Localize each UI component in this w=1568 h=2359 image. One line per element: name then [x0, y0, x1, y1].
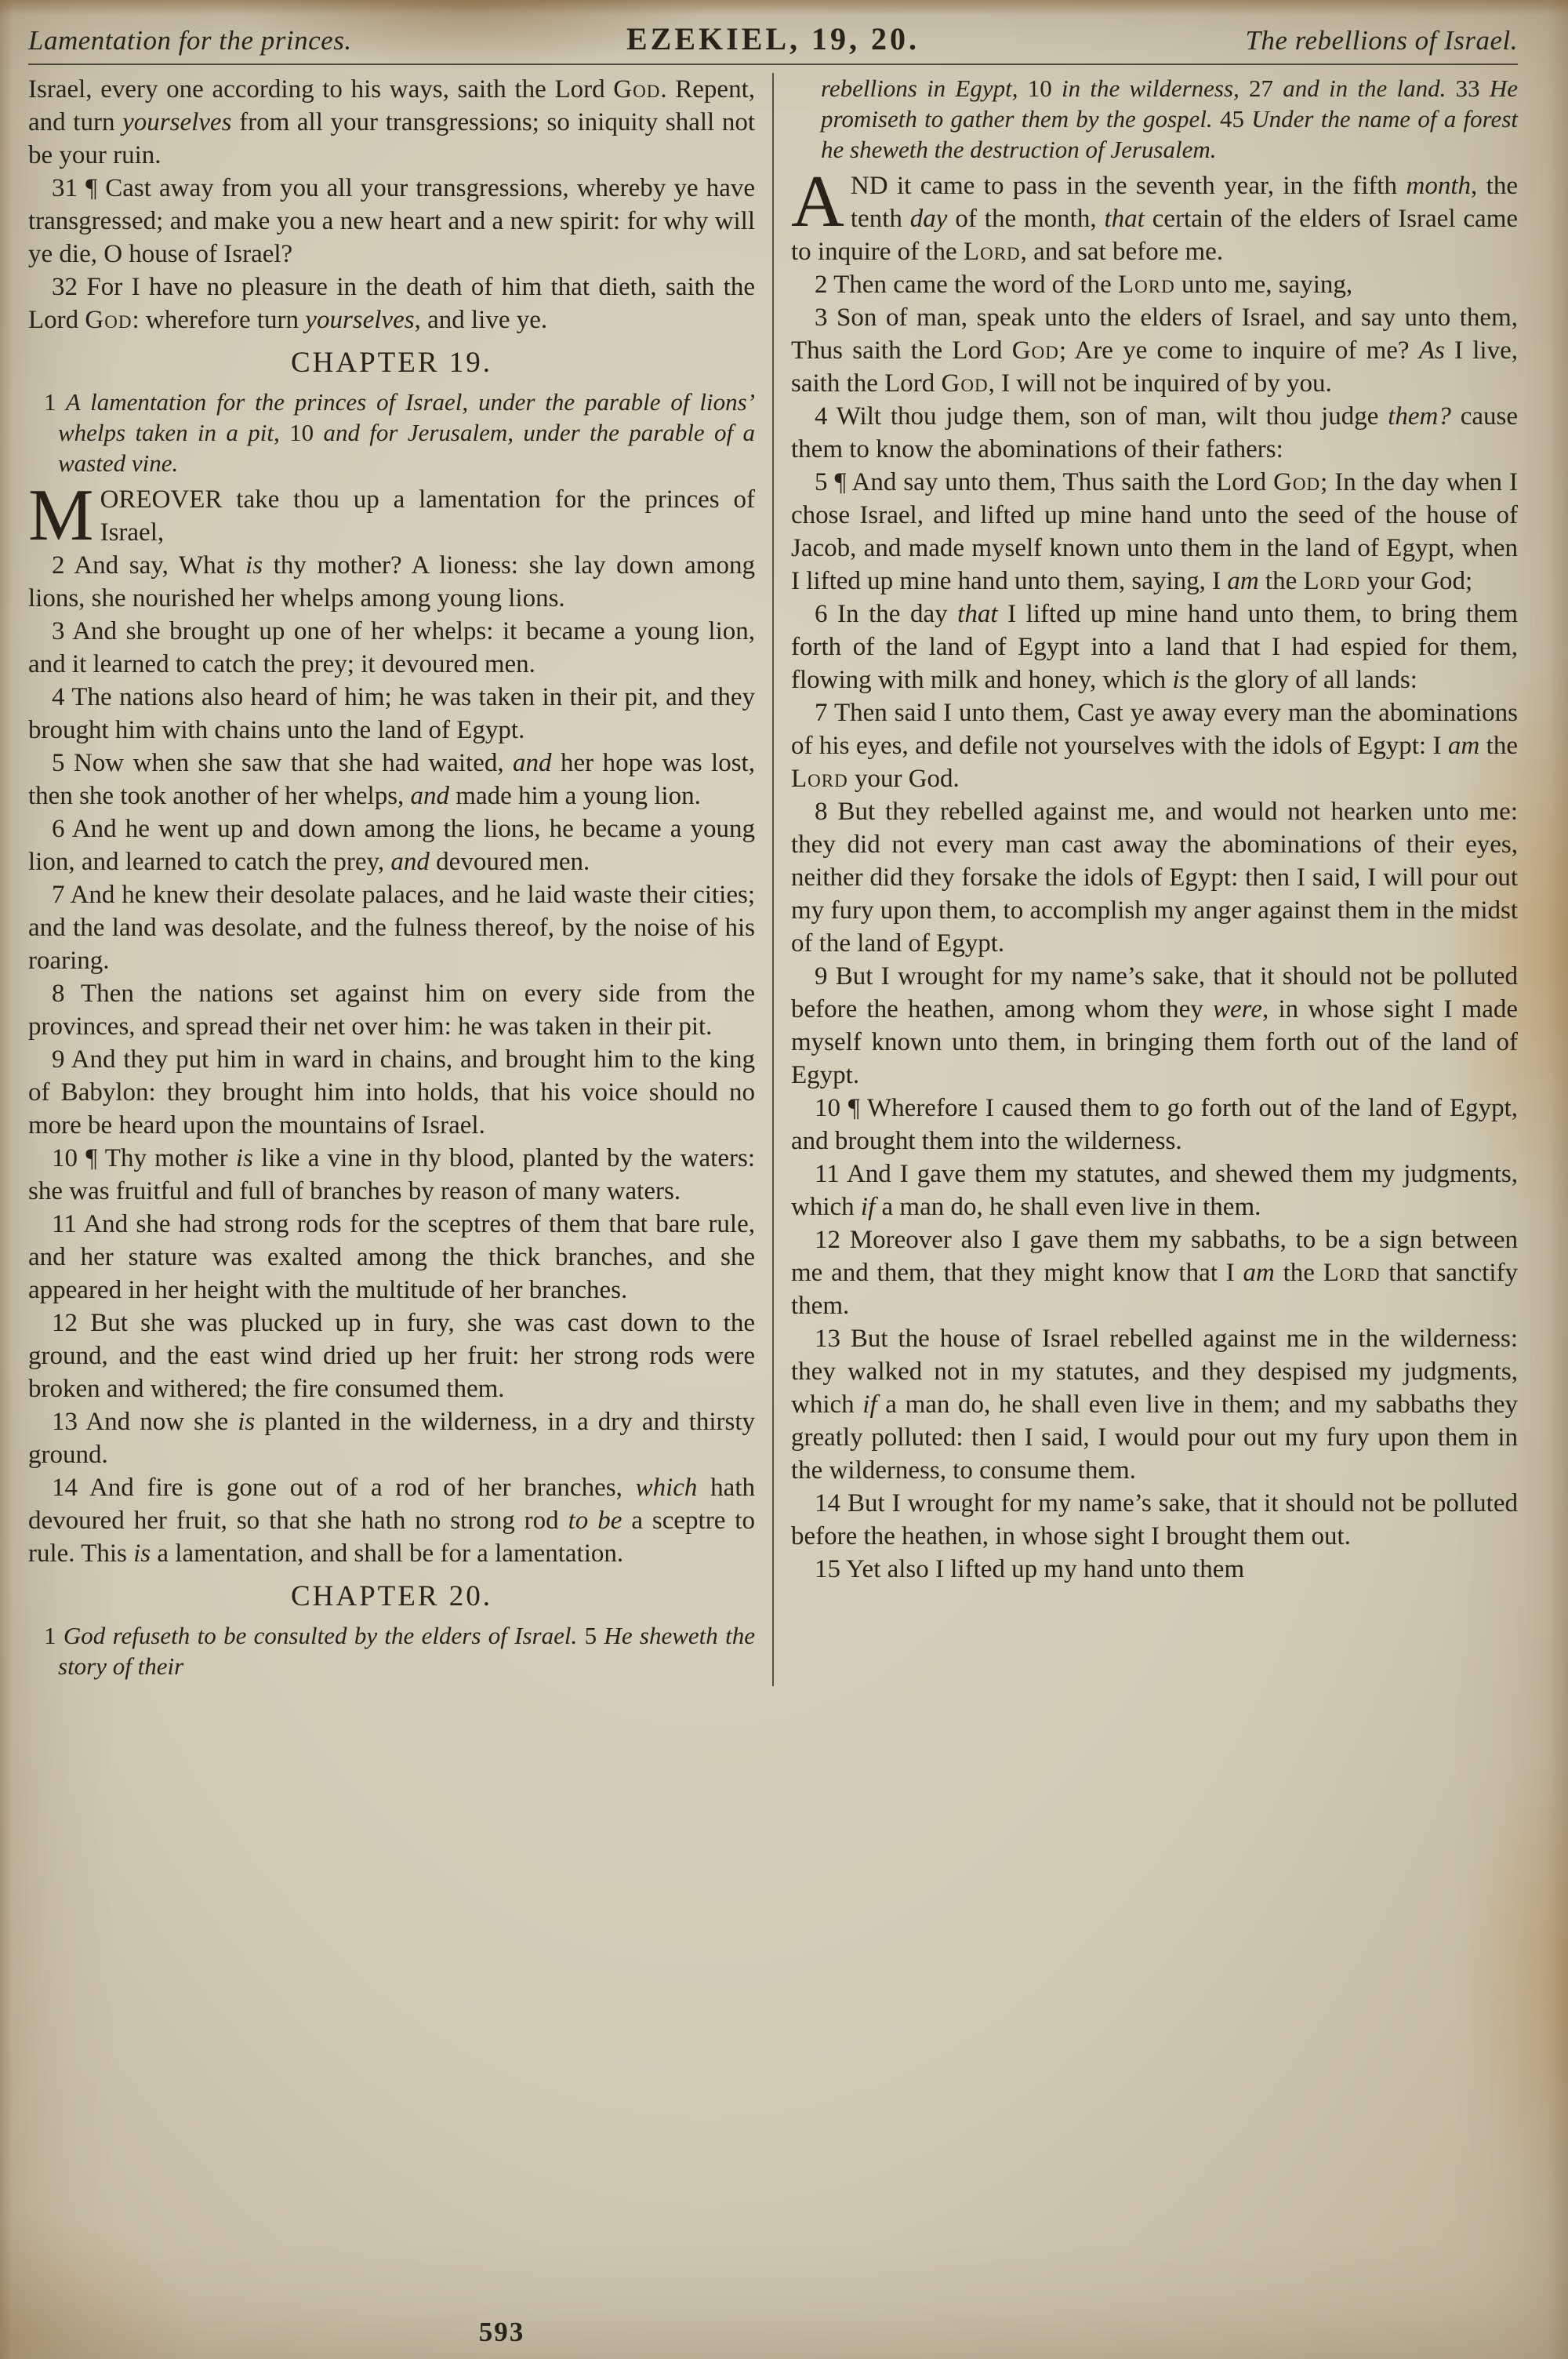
- italic-word: to be: [568, 1507, 622, 1535]
- verse-paragraph: 8 But they rebelled against me, and would not hearken unto me: they did not every man cast away the abominations of their eyes, neither did they forsake the idols of Egypt: then I said, I will pour out my fury upon them, to accomplish my anger against them in the midst of the land of Egypt.: [791, 798, 1518, 958]
- italic-word: and: [390, 848, 430, 876]
- running-header: [28, 20, 1518, 57]
- summary-verse-number: 33: [1455, 75, 1480, 102]
- italic-word: month: [1406, 172, 1471, 200]
- italic-word: is: [1172, 666, 1190, 694]
- divine-name: God: [85, 306, 132, 334]
- drop-cap-letter: A: [791, 161, 844, 242]
- italic-word: that: [957, 600, 998, 628]
- verse-paragraph: 3 Son of man, speak unto the elders of Israel, and say unto them, Thus saith the Lord God; Are ye come to inquire of me? As I live, saith the Lord God, I will not be inquired of by you.: [791, 304, 1518, 398]
- italic-word: if: [862, 1390, 877, 1419]
- verse-paragraph: 13 And now she is planted in the wilderness, in a dry and thirsty ground.: [28, 1408, 755, 1469]
- verse-paragraph: 4 The nations also heard of him; he was taken in their pit, and they brought him with chains unto the land of Egypt.: [28, 683, 755, 744]
- book-chapter-title: EZEKIEL, 19, 20.: [626, 21, 920, 56]
- chapter-heading: CHAPTER 20.: [290, 1580, 493, 1612]
- verse-paragraph: 2 Then came the word of the Lord unto me, saying,: [815, 271, 1353, 299]
- summary-verse-number: 10: [1027, 75, 1052, 102]
- italic-word: am: [1243, 1259, 1275, 1287]
- summary-verse-number: 5: [584, 1622, 597, 1649]
- chapter-heading: CHAPTER 19.: [290, 347, 493, 379]
- verse-paragraph: 10 ¶ Wherefore I caused them to go forth out of the land of Egypt, and brought them into the wilderness.: [791, 1094, 1518, 1155]
- italic-word: and: [513, 749, 552, 777]
- chapter-summary: 1 God refuseth to be consulted by the elders of Israel. 5 He sheweth the story of their: [44, 1622, 755, 1680]
- verse-paragraph: 3 And she brought up one of her whelps: it became a young lion, and it learned to catch the prey; it devoured men.: [28, 617, 755, 678]
- verse-paragraph-dropcap: AND it came to pass in the seventh year, in the fifth month, the tenth day of the month, that certain of the elders of Israel came to inquire of the Lord, and sat before me.: [791, 161, 1519, 266]
- divine-name: Lord: [1118, 271, 1175, 299]
- italic-word: if: [860, 1193, 876, 1221]
- chapter-summary-continued: rebellions in Egypt, 10 in the wilderness, 27 and in the land. 33 He promiseth to gather them by the gospel. 45 Under the name of a forest he sheweth the destruction of Jerusalem.: [821, 75, 1518, 163]
- divine-name: God: [613, 75, 661, 104]
- italic-word: yourselves: [122, 108, 232, 136]
- drop-cap-letter: M: [28, 474, 94, 556]
- chapter-summary: 1 A lamentation for the princes of Israel, under the parable of lions’ whelps taken in a pit, 10 and for Jerusalem, under the parable of a wasted vine.: [44, 388, 755, 477]
- italic-word: which: [635, 1474, 698, 1502]
- summary-verse-number: 10: [289, 419, 314, 446]
- italic-word: day: [909, 205, 948, 233]
- divine-name: Lord: [1323, 1259, 1381, 1287]
- verse-paragraph: 6 And he went up and down among the lions, he became a young lion, and learned to catch the prey, and devoured men.: [28, 815, 755, 876]
- divine-name: Lord: [791, 765, 848, 793]
- italic-word: am: [1227, 567, 1259, 595]
- italic-word: them?: [1388, 402, 1451, 431]
- verse-paragraph: 12 But she was plucked up in fury, she was cast down to the ground, and the east wind dried up her fruit: her strong rods were broken and withered; the fire consumed them.: [28, 1309, 755, 1403]
- verse-paragraph: 5 Now when she saw that she had waited, and her hope was lost, then she took another of her whelps, and made him a young lion.: [28, 749, 755, 810]
- verse-paragraph: 9 And they put him in ward in chains, and brought him to the king of Babylon: they brought him into holds, that his voice should no more be heard upon the mountains of Israel.: [28, 1045, 755, 1140]
- verse-paragraph: 9 But I wrought for my name’s sake, that it should not be polluted before the heathen, among whom they were, in whose sight I made myself known unto them, in bringing them forth out of the land of Egypt.: [791, 962, 1519, 1089]
- running-head-right: The rebellions of Israel.: [1245, 25, 1519, 56]
- verse-paragraph: 15 Yet also I lifted up my hand unto them: [815, 1555, 1245, 1583]
- summary-verse-number: 1: [44, 1622, 56, 1649]
- italic-word: is: [238, 1408, 256, 1436]
- verse-paragraph: 31 ¶ Cast away from you all your transgressions, whereby ye have transgressed; and make you a new heart and a new spirit: for why will ye die, O house of Israel?: [28, 174, 755, 268]
- verse-paragraph: 11 And I gave them my statutes, and shewed them my judgments, which if a man do, he shall even live in them.: [791, 1160, 1518, 1221]
- summary-verse-number: 1: [44, 388, 56, 416]
- text-columns: [28, 73, 1518, 1686]
- continued-paragraph: Israel, every one according to his ways, saith the Lord God. Repent, and turn yourselves from all your transgressions; so iniquity shall not be your ruin.: [28, 75, 756, 169]
- verse-paragraph: 32 For I have no pleasure in the death of him that dieth, saith the Lord God: wherefore turn yourselves, and live ye.: [28, 273, 755, 334]
- italic-word: is: [235, 1144, 253, 1172]
- verse-paragraph: 7 And he knew their desolate palaces, and he laid waste their cities; and the land was desolate, and the fulness thereof, by the noise of his roaring.: [28, 881, 755, 975]
- verse-paragraph-dropcap: MOREOVER take thou up a lamentation for the princes of Israel,: [28, 474, 755, 556]
- verse-paragraph: 4 Wilt thou judge them, son of man, wilt thou judge them? cause them to know the abominations of their fathers:: [791, 402, 1518, 463]
- column-divider: [772, 73, 774, 1686]
- italic-word: that: [1104, 205, 1145, 233]
- italic-word: As: [1418, 336, 1445, 365]
- summary-verse-number: 27: [1249, 75, 1274, 102]
- verse-paragraph: 7 Then said I unto them, Cast ye away every man the abominations of his eyes, and defile not yourselves with the idols of Egypt: I am the Lord your God.: [791, 699, 1518, 793]
- italic-word: were: [1213, 995, 1262, 1023]
- verse-paragraph: 14 And fire is gone out of a rod of her branches, which hath devoured her fruit, so that she hath no strong rod to be a sceptre to rule. This is a lamentation, and shall be for a lamentation.: [28, 1474, 755, 1568]
- divine-name: Lord: [963, 238, 1021, 266]
- divine-name: God: [1273, 468, 1321, 496]
- italic-word: is: [245, 551, 263, 580]
- verse-paragraph: 10 ¶ Thy mother is like a vine in thy blood, planted by the waters: she was fruitful and full of branches by reason of many waters.: [28, 1144, 755, 1205]
- verse-paragraph: 8 Then the nations set against him on every side from the provinces, and spread their net over him: he was taken in their pit.: [28, 980, 755, 1041]
- italic-word: and: [410, 782, 450, 810]
- verse-paragraph: 11 And she had strong rods for the sceptres of them that bare rule, and her stature was exalted among the thick branches, and she appeared in her height with the multitude of her branches.: [28, 1210, 755, 1304]
- divine-name: God: [1011, 336, 1059, 365]
- italic-word: am: [1447, 732, 1480, 760]
- verse-paragraph: 14 But I wrought for my name’s sake, that it should not be polluted before the heathen, in whose sight I brought them out.: [791, 1489, 1518, 1550]
- italic-word: is: [133, 1539, 151, 1568]
- left-column: [28, 73, 755, 1686]
- verse-paragraph: 5 ¶ And say unto them, Thus saith the Lord God; In the day when I chose Israel, and lifted up mine hand unto the seed of the house of Jacob, and made myself known unto them in the land of Egypt, when I lifted up mine hand unto them, saying, I am the Lord your God;: [791, 468, 1518, 595]
- divine-name: God: [941, 369, 989, 398]
- verse-paragraph: 2 And say, What is thy mother? A lioness: she lay down among lions, she nourished her whelps among young lions.: [28, 551, 755, 612]
- italic-word: yourselves: [305, 306, 415, 334]
- header-rule: [28, 64, 1518, 65]
- page-number: 593: [478, 2317, 525, 2347]
- verse-paragraph: 13 But the house of Israel rebelled against me in the wilderness: they walked not in my statutes, and they despised my judgments, which if a man do, he shall even live in them; and my sabbaths they greatly polluted: then I said, I would pour out my fury upon them in the wilderness, to consume them.: [791, 1325, 1519, 1485]
- verse-paragraph: 6 In the day that I lifted up mine hand unto them, to bring them forth of the land of Egypt into a land that I had espied for them, flowing with milk and honey, which is the glory of all lands:: [791, 600, 1519, 694]
- running-head-left: Lamentation for the princes.: [28, 25, 352, 56]
- divine-name: Lord: [1303, 567, 1361, 595]
- verse-paragraph: 12 Moreover also I gave them my sabbaths, to be a sign between me and them, that they might know that I am the Lord that sanctify them.: [791, 1226, 1518, 1320]
- summary-verse-number: 45: [1219, 105, 1244, 133]
- right-column: [791, 73, 1518, 1686]
